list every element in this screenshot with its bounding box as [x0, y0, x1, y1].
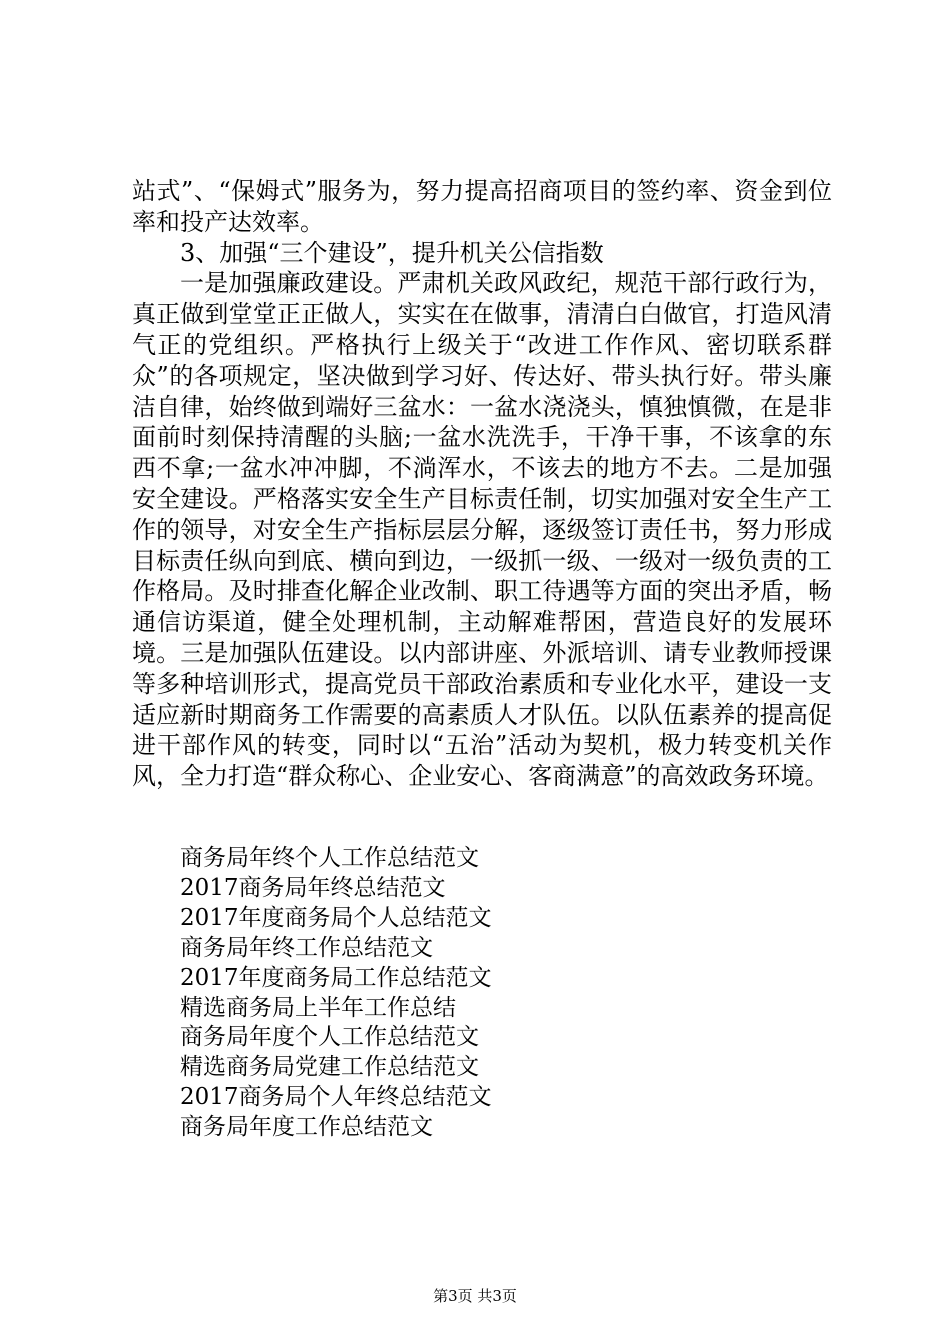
page-number: 第3页 共3页	[433, 1287, 517, 1305]
body-text	[132, 176, 832, 792]
related-title[interactable]: 2017商务局年终总结范文	[180, 874, 446, 901]
related-title[interactable]: 2017商务局个人年终总结范文	[180, 1084, 492, 1111]
related-title[interactable]: 商务局年终工作总结范文	[180, 934, 433, 961]
related-title[interactable]: 商务局年度个人工作总结范文	[180, 1024, 479, 1051]
related-title[interactable]: 精选商务局上半年工作总结	[180, 994, 456, 1021]
paragraph-1: 站式”、“保姆式”服务为，努力提高招商项目的签约率、资金到位率和投产达效率。	[132, 177, 832, 236]
related-title[interactable]: 2017年度商务局工作总结范文	[180, 964, 492, 991]
related-title[interactable]: 商务局年终个人工作总结范文	[180, 845, 479, 871]
paragraph-2: 一是加强廉政建设。严肃机关政风政纪，规范干部行政行为，真正做到堂堂正正做人，实实在在做事，清清白白做官，打造风清气正的党组织。严格执行上级关于“改进工作作风、密切联系群众”的各项规定，坚决做到学习好、传达好、带头执行好。带头廉洁自律，始终做到端好三盆水：一盆水浇浇头，慎独慎微，在是非面前时刻保持清醒的头脑;一盆水洗洗手，干净干事，不该拿的东西不拿;一盆水冲冲脚，不淌浑水，不该去的地方不去。二是加强安全建设。严格落实安全生产目标责任制，切实加强对安全生产工作的领导，对安全生产指标层层分解，逐级签订责任书，努力形成目标责任纵向到底、横向到边，一级抓一级、一级对一级负责的工作格局。及时排查化解企业改制、职工待遇等方面的突出矛盾，畅通信访渠道，健全处理机制，主动解难帮困，营造良好的发展环境。三是加强队伍建设。以内部讲座、外派培训、请专业教师授课等多种培训形式，提高党员干部政治素质和专业化水平，建设一支适应新时期商务工作需要的高素质人才队伍。以队伍素养的提高促进干部作风的转变，同时以“五治”活动为契机，极力转变机关作风，全力打造“群众称心、企业安心、客商满意”的高效政务环境。	[132, 269, 832, 791]
section-heading: 3、加强“三个建设”，提升机关公信指数	[180, 238, 604, 267]
related-title[interactable]: 商务局年度工作总结范文	[180, 1114, 433, 1141]
related-title[interactable]: 2017年度商务局个人总结范文	[180, 904, 492, 931]
related-title[interactable]: 精选商务局党建工作总结范文	[180, 1054, 479, 1081]
page-footer	[0, 1286, 950, 1306]
related-titles-list	[180, 844, 492, 1143]
